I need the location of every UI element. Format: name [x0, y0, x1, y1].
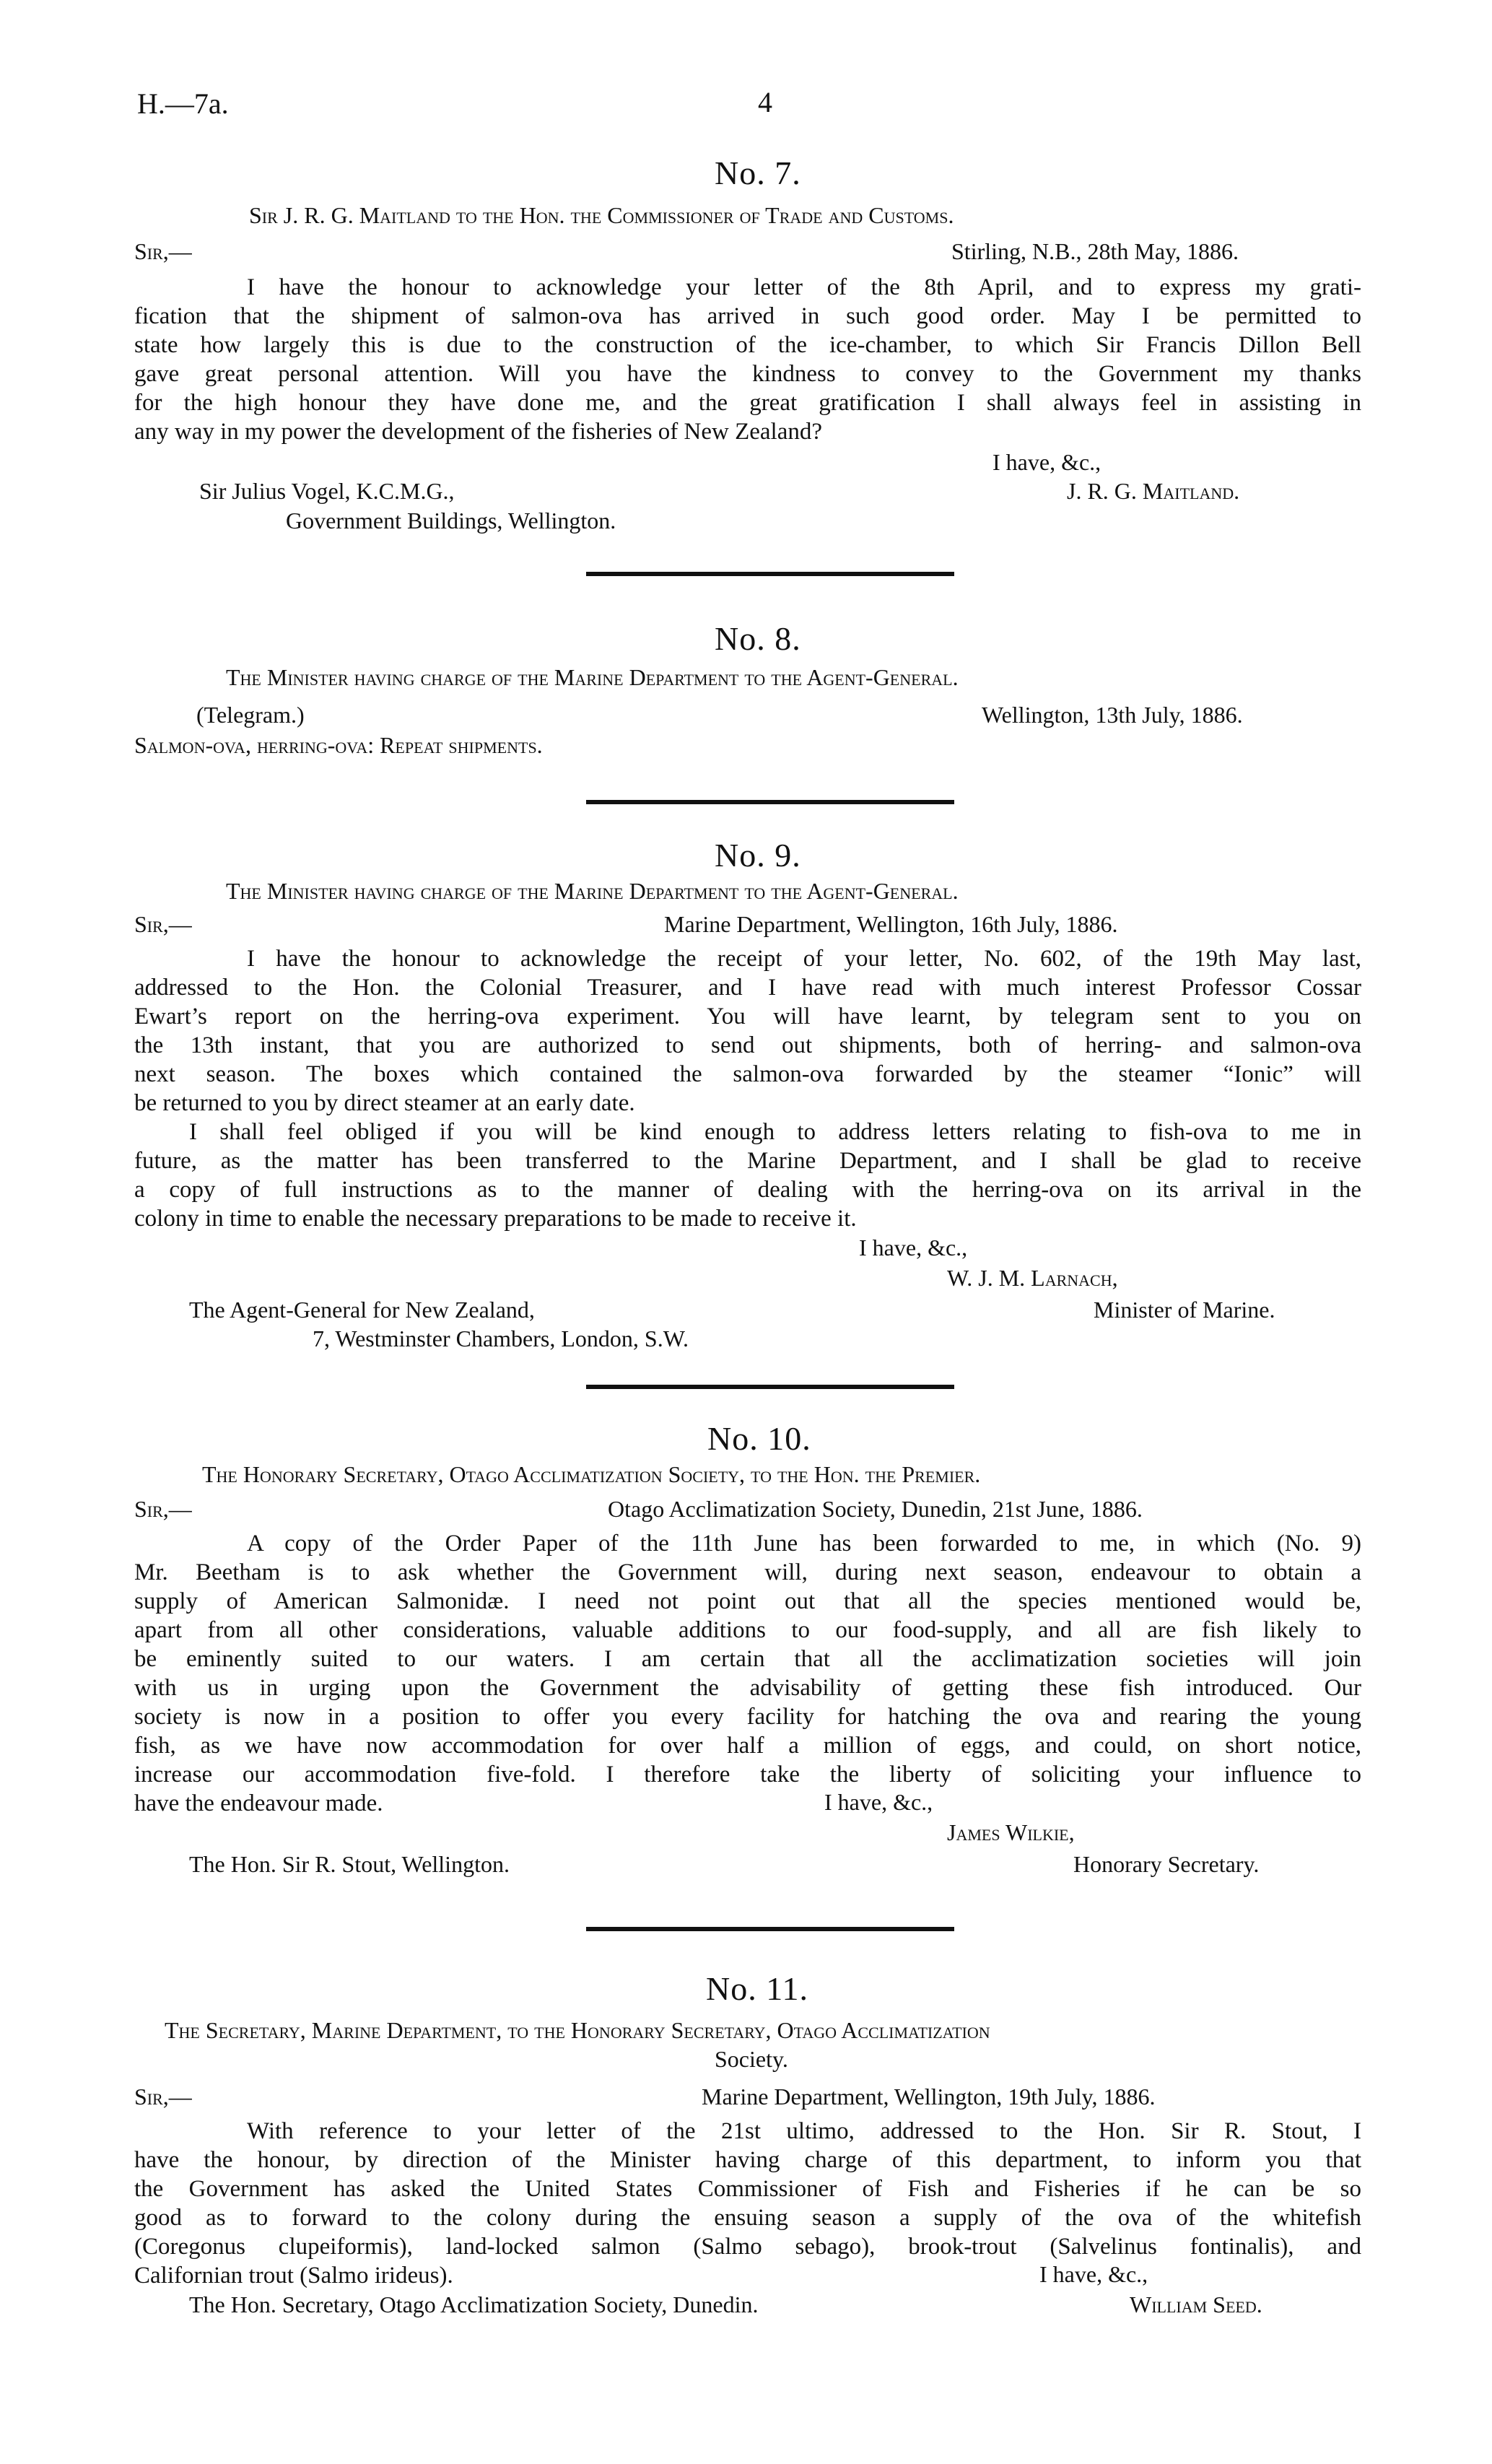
letter-heading: The Minister having charge of the Marine Department to the Agent-General. — [226, 664, 959, 690]
place-date: Otago Acclimatization Society, Dunedin, 21st June, 1886. — [608, 1496, 1143, 1522]
signature: W. J. M. Larnach, — [947, 1265, 1118, 1291]
body-line: have the honour, by direction of the Minister having charge of this department, to inform you that — [134, 2147, 1361, 2173]
letter-heading: Sir J. R. G. Maitland to the Hon. the Commissioner of Trade and Customs. — [249, 202, 954, 228]
salutation: Sir,— — [134, 1496, 192, 1522]
body-line: I shall feel obliged if you will be kind enough to address letters relating to fish-ova to me in — [189, 1119, 1361, 1145]
letter-heading-continued: Society. — [715, 2046, 788, 2072]
addressee-line: 7, Westminster Chambers, London, S.W. — [313, 1325, 689, 1351]
body-line: be eminently suited to our waters. I am certain that all the acclimatization societies will join — [134, 1646, 1361, 1672]
salutation: Sir,— — [134, 238, 192, 264]
closing: I have, &c., — [824, 1789, 933, 1815]
closing: I have, &c., — [859, 1235, 968, 1261]
body-line: A copy of the Order Paper of the 11th June has been forwarded to me, in which (No. 9) — [247, 1531, 1361, 1557]
body-line: fish, as we have now accommodation for over half a million of eggs, and could, on short notice, — [134, 1733, 1361, 1759]
salutation: Sir,— — [134, 911, 192, 937]
salutation: Sir,— — [134, 2084, 192, 2110]
letter-heading: The Honorary Secretary, Otago Acclimatization Society, to the Hon. the Premier. — [202, 1461, 981, 1487]
body-line: next season. The boxes which contained the salmon-ova forwarded by the steamer “Ionic” will — [134, 1061, 1361, 1087]
place-date: Marine Department, Wellington, 16th July, 1886. — [664, 911, 1118, 937]
letter-number: No. 9. — [715, 837, 801, 874]
section-divider — [586, 800, 954, 804]
closing: I have, &c., — [1039, 2261, 1148, 2287]
addressee-line: Sir Julius Vogel, K.C.M.G., — [199, 478, 455, 504]
telegram-label: (Telegram.) — [196, 702, 305, 728]
letter-number: No. 11. — [706, 1970, 809, 2007]
addressee-line: Government Buildings, Wellington. — [286, 508, 616, 534]
body-line: gave great personal attention. Will you have the kindness to convey to the Government my thanks — [134, 361, 1361, 387]
body-line: increase our accommodation five-fold. I therefore take the liberty of soliciting your influence to — [134, 1762, 1361, 1788]
body-line: the Government has asked the United States Commissioner of Fish and Fisheries if he can be so — [134, 2176, 1361, 2202]
letter-number: No. 7. — [715, 154, 801, 191]
addressee-line: The Hon. Sir R. Stout, Wellington. — [189, 1851, 510, 1877]
place-date: Stirling, N.B., 28th May, 1886. — [951, 238, 1239, 264]
document-reference: H.—7a. — [137, 87, 229, 120]
signature: William Seed. — [1130, 2291, 1262, 2317]
section-divider — [586, 1385, 954, 1389]
place-date: Marine Department, Wellington, 19th July, 1886. — [702, 2084, 1156, 2110]
body-line: With reference to your letter of the 21st ultimo, addressed to the Hon. Sir R. Stout, I — [247, 2118, 1361, 2144]
body-line: with us in urging upon the Government the advisability of getting these fish introduced. Our — [134, 1675, 1361, 1701]
body-line: the 13th instant, that you are authorized to send out shipments, both of herring- and salmon-ova — [134, 1032, 1361, 1058]
body-line: Californian trout (Salmo irideus). — [134, 2263, 453, 2289]
body-line: future, as the matter has been transferred to the Marine Department, and I shall be glad to receive — [134, 1148, 1361, 1174]
letter-number: No. 10. — [707, 1420, 811, 1457]
body-line: for the high honour they have done me, and the great gratification I shall always feel in assisting in — [134, 390, 1361, 416]
body-line: Ewart’s report on the herring-ova experiment. You will have learnt, by telegram sent to you on — [134, 1004, 1361, 1029]
body-line: addressed to the Hon. the Colonial Treasurer, and I have read with much interest Professor Cossar — [134, 975, 1361, 1001]
body-line: fication that the shipment of salmon-ova has arrived in such good order. May I be permitted to — [134, 303, 1361, 329]
body-line: good as to forward to the colony during the ensuing season a supply of the ova of the whitefish — [134, 2205, 1361, 2231]
letter-heading: The Secretary, Marine Department, to the Honorary Secretary, Otago Acclimatization — [165, 2017, 990, 2043]
letter-number: No. 8. — [715, 620, 801, 657]
body-line: I have the honour to acknowledge your letter of the 8th April, and to express my grati- — [247, 274, 1361, 300]
body-line: state how largely this is due to the construction of the ice-chamber, to which Sir Francis Dillon Bell — [134, 332, 1361, 358]
signature-title: Minister of Marine. — [1094, 1297, 1275, 1323]
telegram-text: Salmon-ova, herring-ova: Repeat shipments. — [134, 732, 543, 758]
letter-heading: The Minister having charge of the Marine Department to the Agent-General. — [226, 878, 959, 904]
section-divider — [586, 1927, 954, 1931]
body-line: have the endeavour made. — [134, 1790, 383, 1816]
closing: I have, &c., — [993, 449, 1101, 475]
body-line: be returned to you by direct steamer at an early date. — [134, 1090, 635, 1116]
body-line: apart from all other considerations, valuable additions to our food-supply, and all are fish likely to — [134, 1617, 1361, 1643]
body-line: colony in time to enable the necessary preparations to be made to receive it. — [134, 1206, 857, 1232]
signature: James Wilkie, — [947, 1819, 1075, 1845]
section-divider — [586, 572, 954, 576]
signature: J. R. G. Maitland. — [1067, 478, 1240, 504]
page-number: 4 — [758, 86, 772, 118]
body-line: supply of American Salmonidæ. I need not point out that all the species mentioned would be, — [134, 1588, 1361, 1614]
body-line: a copy of full instructions as to the manner of dealing with the herring-ova on its arrival in the — [134, 1177, 1361, 1203]
addressee-line: The Hon. Secretary, Otago Acclimatization Society, Dunedin. — [189, 2291, 759, 2317]
place-date: Wellington, 13th July, 1886. — [982, 702, 1243, 728]
body-line: I have the honour to acknowledge the receipt of your letter, No. 602, of the 19th May last, — [247, 946, 1361, 972]
body-line: any way in my power the development of the fisheries of New Zealand? — [134, 419, 823, 445]
signature-title: Honorary Secretary. — [1073, 1851, 1260, 1877]
body-line: Mr. Beetham is to ask whether the Government will, during next season, endeavour to obtain a — [134, 1559, 1361, 1585]
body-line: (Coregonus clupeiformis), land-locked salmon (Salmo sebago), brook-trout (Salvelinus fontinalis), and — [134, 2234, 1361, 2260]
addressee-line: The Agent-General for New Zealand, — [189, 1297, 535, 1323]
body-line: society is now in a position to offer you every facility for hatching the ova and rearing the young — [134, 1704, 1361, 1730]
